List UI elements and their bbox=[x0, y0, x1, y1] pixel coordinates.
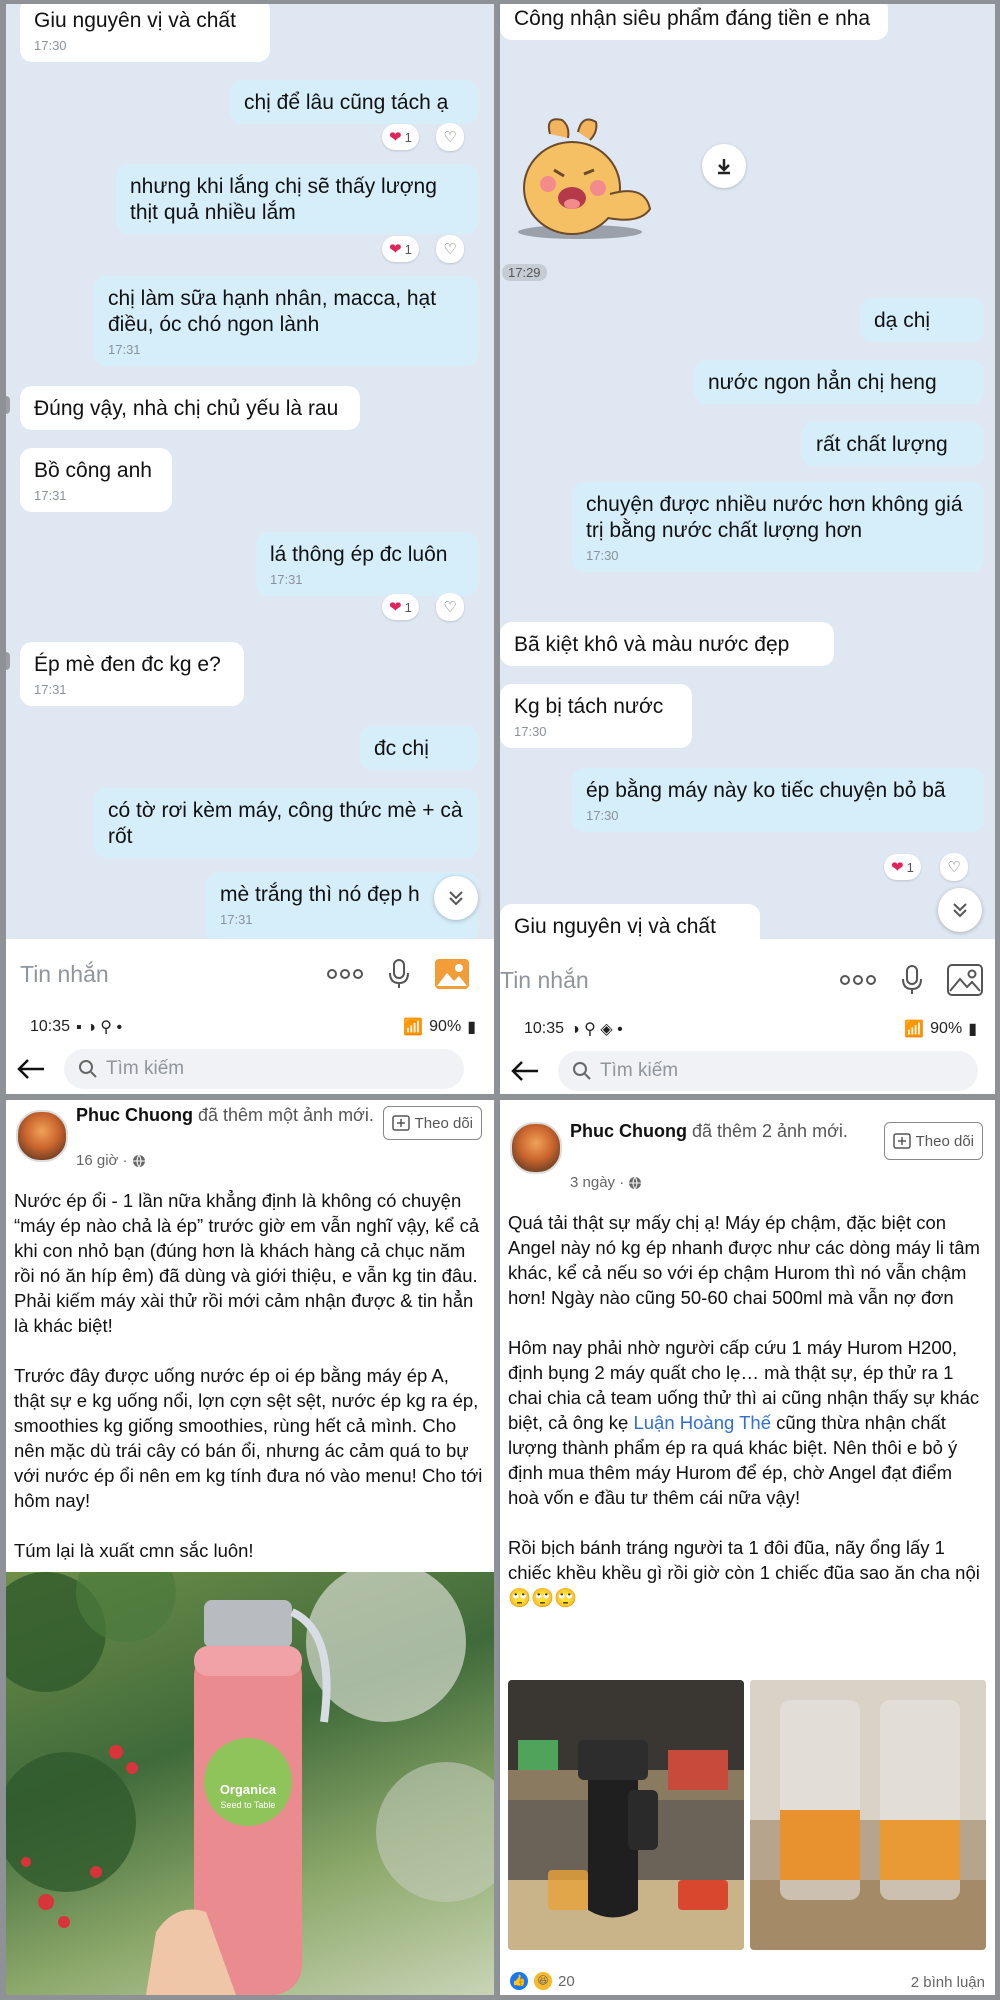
author-name[interactable]: Phuc Chuong bbox=[570, 1121, 687, 1141]
add-reaction-button[interactable] bbox=[436, 235, 464, 263]
status-icons: ▪ ◑ ⚲ • bbox=[76, 1018, 123, 1036]
chat-thread[interactable] bbox=[6, 4, 494, 939]
message-outgoing: ép bằng máy này ko tiếc chuyện bỏ bã 17:30 bbox=[572, 768, 984, 832]
status-time: 10:35 bbox=[524, 1019, 565, 1037]
message-incoming: Kg bị tách nước 17:30 bbox=[500, 684, 692, 748]
post-header: Phuc Chuong đã thêm 2 ảnh mới. bbox=[570, 1121, 848, 1141]
message-input-bar bbox=[500, 949, 995, 1011]
heart-outline-icon: ♡ bbox=[443, 599, 457, 616]
heart-icon: ❤ bbox=[389, 241, 402, 258]
signal-icon: 📶 bbox=[403, 1018, 424, 1036]
search-input[interactable]: Tìm kiếm bbox=[64, 1049, 464, 1089]
sender-avatar bbox=[6, 652, 10, 670]
image-picker-icon[interactable] bbox=[947, 964, 983, 996]
heart-icon: ❤ bbox=[389, 599, 402, 616]
message-input[interactable]: Tin nhắn bbox=[500, 966, 589, 993]
message-outgoing: chuyện được nhiều nước hơn không giá trị bằng nước chất lượng hơn 17:30 bbox=[572, 482, 984, 572]
scroll-to-bottom-button[interactable] bbox=[938, 888, 982, 932]
message-incoming: Giu nguyên vị và chất bbox=[500, 904, 760, 954]
message-outgoing: có tờ rơi kèm máy, công thức mè + cà rốt bbox=[94, 788, 478, 858]
heart-outline-icon: ♡ bbox=[443, 129, 457, 146]
message-outgoing: đc chị bbox=[360, 726, 478, 770]
scroll-to-bottom-button[interactable] bbox=[434, 876, 478, 920]
message-outgoing: lá thông ép đc luôn 17:31 bbox=[256, 532, 478, 596]
comments-count[interactable]: 2 bình luận bbox=[910, 1974, 985, 1991]
add-reaction-button[interactable] bbox=[436, 593, 464, 621]
message-input-bar bbox=[6, 939, 494, 1009]
heart-reaction[interactable]: ❤ 1 bbox=[382, 124, 419, 150]
message-incoming: Ép mè đen đc kg e? 17:31 bbox=[20, 642, 244, 706]
message-incoming: Đúng vậy, nhà chị chủ yếu là rau bbox=[20, 386, 360, 430]
message-incoming: Giu nguyên vị và chất 17:30 bbox=[20, 4, 270, 62]
microphone-icon[interactable] bbox=[388, 958, 410, 990]
heart-outline-icon: ♡ bbox=[443, 241, 457, 258]
battery-level: 90% bbox=[930, 1019, 963, 1037]
chat-screenshot-right bbox=[500, 4, 995, 1094]
message-outgoing: dạ chị bbox=[860, 298, 984, 342]
heart-reaction[interactable]: ❤ 1 bbox=[382, 594, 419, 620]
haha-icon: 😆 bbox=[534, 1972, 552, 1990]
like-icon: 👍 bbox=[510, 1972, 528, 1990]
message-outgoing: chị để lâu cũng tách ạ bbox=[230, 80, 478, 124]
status-icons: ◑ ⚲ ◈ • bbox=[570, 1020, 623, 1038]
globe-icon bbox=[132, 1154, 146, 1168]
message-incoming: Bã kiệt khô và màu nước đẹp bbox=[500, 622, 834, 666]
add-reaction-button[interactable] bbox=[436, 123, 464, 151]
back-arrow-icon[interactable] bbox=[16, 1057, 50, 1081]
facebook-post-left bbox=[6, 1100, 494, 1995]
status-bar bbox=[6, 1009, 494, 1044]
message-outgoing: nhưng khi lắng chị sẽ thấy lượng thịt quả nhiều lắm bbox=[116, 164, 478, 234]
message-incoming: Bồ công anh 17:31 bbox=[20, 448, 172, 512]
top-search-bar bbox=[500, 1046, 995, 1094]
search-icon bbox=[78, 1059, 98, 1079]
organica-logo: Organica bbox=[219, 1782, 277, 1797]
download-sticker-button[interactable] bbox=[702, 144, 746, 188]
message-outgoing: rất chất lượng bbox=[802, 422, 984, 466]
follow-button[interactable]: Theo dõi bbox=[884, 1122, 983, 1160]
search-input[interactable]: Tìm kiếm bbox=[558, 1051, 978, 1091]
top-search-bar bbox=[6, 1044, 494, 1094]
post-meta: 3 ngày · bbox=[570, 1174, 642, 1191]
follow-icon bbox=[893, 1133, 911, 1149]
follow-button[interactable]: Theo dõi bbox=[383, 1106, 482, 1140]
heart-reaction[interactable]: ❤ 1 bbox=[884, 854, 921, 880]
author-avatar[interactable] bbox=[16, 1110, 68, 1162]
globe-icon bbox=[628, 1176, 642, 1190]
chat-thread[interactable] bbox=[500, 4, 995, 939]
heart-outline-icon: ♡ bbox=[947, 859, 961, 876]
sticker-time: 17:29 bbox=[502, 264, 547, 281]
message-incoming: Công nhận siêu phẩm đáng tiền e nha bbox=[500, 4, 888, 40]
juicer-machine-photo[interactable] bbox=[508, 1680, 744, 1950]
battery-level: 90% bbox=[429, 1017, 462, 1035]
battery-icon: ▮ bbox=[968, 1020, 977, 1038]
battery-icon: ▮ bbox=[467, 1018, 476, 1036]
post-text: Quá tải thật sự mấy chị ạ! Máy ép chậm, đặc biệt con Angel này nó kg ép nhanh được như các dòng máy li tâm khác, kể cả nếu so với ép chậm Hurom thì nó vẫn chậm hơn! Ngày nào cũng 50-60 chai 500ml mà vẫn nợ đơn Hôm nay phải nhờ người cấp cứu 1 máy Hurom H200, định bụng 2 máy quất cho lẹ… mà thật sự, ép thử ra 1 chai chia cả team uống thử thì ai cũng nhận thấy sự khác biệt, cả ông kẹ Luận Hoàng Thế cũng thừa nhận chất lượng thành phẩm ép ra quá khác biệt. Nên thôi e bỏ ý định mua thêm máy Hurom để ép, chờ Angel đạt điểm hoà vốn e đầu tư thêm cái nữa vậy! Rồi bịch bánh tráng người ta 1 đôi đũa, nãy ổng lấy 1 chiếc khều khều gì rồi giờ còn 1 chiếc đũa sao ăn cha nội 🙄🙄🙄 bbox=[508, 1212, 980, 1608]
post-header: Phuc Chuong đã thêm một ảnh mới. bbox=[76, 1105, 374, 1125]
bunny-sticker[interactable] bbox=[510, 114, 660, 244]
more-options-icon[interactable] bbox=[839, 974, 877, 986]
post-meta: 16 giờ · bbox=[76, 1152, 146, 1169]
heart-icon: ❤ bbox=[891, 859, 904, 876]
status-bar bbox=[500, 1011, 995, 1046]
back-arrow-icon[interactable] bbox=[510, 1059, 544, 1083]
reaction-summary[interactable]: 👍 😆 20 bbox=[510, 1972, 575, 1990]
double-chevron-down-icon bbox=[445, 887, 467, 909]
search-icon bbox=[572, 1061, 592, 1081]
juice-bottle-photo[interactable] bbox=[6, 1572, 494, 1995]
organica-tagline: Seed to Table bbox=[220, 1800, 276, 1810]
post-text: Nước ép ổi - 1 lần nữa khẳng định là không có chuyện “máy ép nào chả là ép” trước giờ em vẫn nghĩ vậy, kể cả khi con nhỏ bạn (đúng hơn là khách hàng cả chục năm rồi nó ăn híp êm) đã dùng và giới thiệu, e vẫn kg tin đâu. Phải kiếm máy xài thử rồi mới cảm nhận được & tin hẳn là khác biệt! Trước đây được uống nước ép oi ép bằng máy ép A, thật sự e kg uống nổi, lợn cợn sệt sệt, nước ép kg ra ép, smoothies kg giống smoothies, rùng hết cả mình. Cho nên mặc dù trái cây có bán ổi, nhưng ác cảm quá to bự với nước ép ổi nên em kg tính đưa nó vào menu! Cho tới hôm nay! Túm lại là xuất cmn sắc luôn! bbox=[14, 1190, 483, 1561]
message-outgoing: chị làm sữa hạnh nhân, macca, hạt điều, óc chó ngon lành 17:31 bbox=[94, 276, 478, 366]
sender-avatar bbox=[6, 396, 10, 414]
message-outgoing: nước ngon hẳn chị heng bbox=[694, 360, 984, 404]
follow-icon bbox=[392, 1115, 410, 1131]
tagged-user-link[interactable]: Luận Hoàng Thế bbox=[633, 1412, 771, 1433]
facebook-post-right bbox=[500, 1100, 995, 1995]
more-options-icon[interactable] bbox=[326, 968, 364, 980]
add-reaction-button[interactable] bbox=[940, 853, 968, 881]
message-input[interactable]: Tin nhắn bbox=[20, 960, 109, 987]
author-name[interactable]: Phuc Chuong bbox=[76, 1105, 193, 1125]
image-picker-icon[interactable] bbox=[434, 958, 470, 990]
author-avatar[interactable] bbox=[510, 1122, 562, 1174]
heart-icon: ❤ bbox=[389, 129, 402, 146]
signal-icon: 📶 bbox=[904, 1020, 925, 1038]
message-outgoing: mè trắng thì nó đẹp h 17:31 bbox=[206, 872, 478, 942]
microphone-icon[interactable] bbox=[901, 964, 923, 996]
heart-reaction[interactable]: ❤ 1 bbox=[382, 236, 419, 262]
download-icon bbox=[715, 157, 733, 175]
status-time: 10:35 bbox=[30, 1017, 71, 1035]
double-chevron-down-icon bbox=[949, 899, 971, 921]
chat-screenshot-left bbox=[6, 4, 494, 1094]
juice-glasses-photo[interactable] bbox=[750, 1680, 986, 1950]
